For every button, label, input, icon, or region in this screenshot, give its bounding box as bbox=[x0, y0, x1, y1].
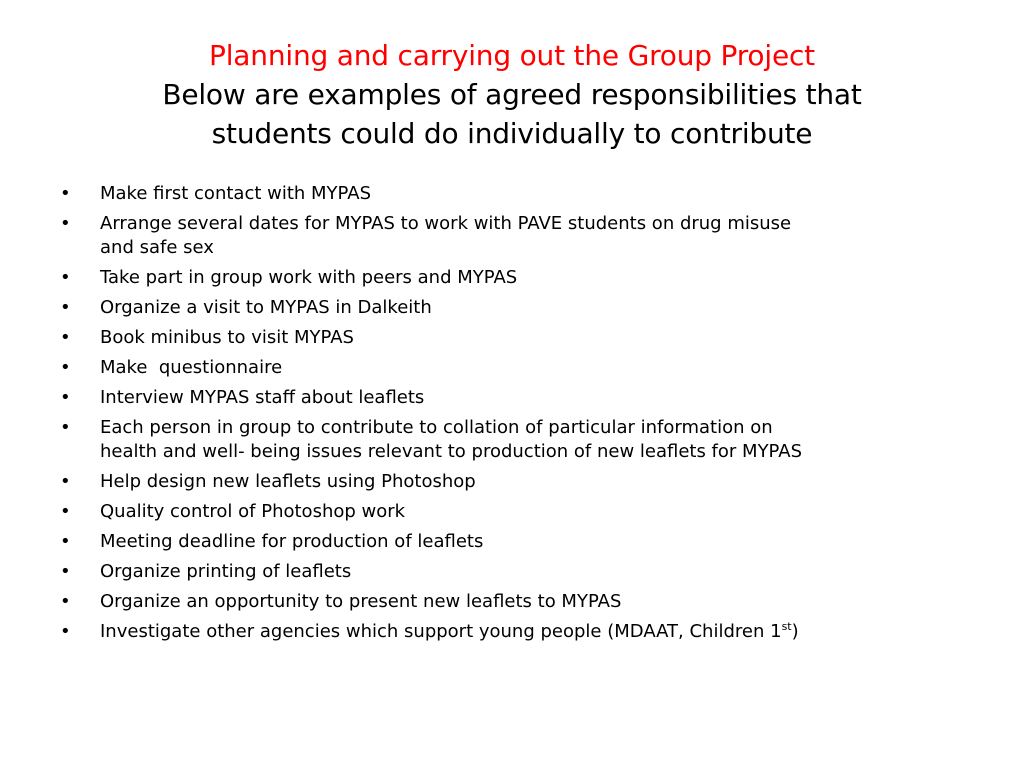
bullet-icon: • bbox=[60, 183, 71, 204]
list-item-text: Interview MYPAS staff about leaflets bbox=[100, 387, 425, 408]
title-heading: Planning and carrying out the Group Project bbox=[209, 39, 815, 72]
bullet-icon: • bbox=[60, 387, 71, 408]
title-subheading-line-1: Below are examples of agreed responsibilities that bbox=[162, 78, 862, 111]
list-item bbox=[58, 590, 958, 614]
slide-title bbox=[40, 36, 984, 153]
list-item-text: Organize a visit to MYPAS in Dalkeith bbox=[100, 297, 432, 318]
title-subheading-line-2: students could do individually to contribute bbox=[211, 117, 813, 150]
bullet-icon: • bbox=[60, 213, 71, 234]
list-item-text: Make questionnaire bbox=[100, 357, 283, 378]
list-item-text: Meeting deadline for production of leaflets bbox=[100, 531, 484, 552]
list-item-text: Take part in group work with peers and MYPAS bbox=[100, 267, 518, 288]
list-item-text: Help design new leaflets using Photoshop bbox=[100, 471, 476, 492]
list-item-text-line-2: and safe sex bbox=[100, 237, 214, 258]
bullet-icon: • bbox=[60, 561, 71, 582]
bullet-icon: • bbox=[60, 357, 71, 378]
list-item-text: Investigate other agencies which support young people (MDAAT, Children 1 bbox=[100, 621, 782, 642]
bullet-icon: • bbox=[60, 531, 71, 552]
list-item-text: Book minibus to visit MYPAS bbox=[100, 327, 354, 348]
list-item-text: Quality control of Photoshop work bbox=[100, 501, 406, 522]
list-item bbox=[58, 530, 958, 554]
bullet-icon: • bbox=[60, 471, 71, 492]
list-item bbox=[58, 356, 958, 380]
list-item bbox=[58, 416, 958, 464]
list-item-text: Organize an opportunity to present new leaflets to MYPAS bbox=[100, 591, 622, 612]
list-item bbox=[58, 470, 958, 494]
bullet-icon: • bbox=[60, 297, 71, 318]
bullet-icon: • bbox=[60, 621, 71, 642]
bullet-icon: • bbox=[60, 417, 71, 438]
list-item-text-line-1: Arrange several dates for MYPAS to work with PAVE students on drug misuse bbox=[100, 213, 792, 234]
bullet-icon: • bbox=[60, 501, 71, 522]
bullet-icon: • bbox=[60, 267, 71, 288]
list-item bbox=[58, 296, 958, 320]
list-item bbox=[58, 326, 958, 350]
list-item-text-line-2: health and well- being issues relevant to production of new leaflets for MYPAS bbox=[100, 441, 802, 462]
list-item-suffix: ) bbox=[791, 621, 799, 642]
list-item bbox=[58, 182, 958, 206]
list-item bbox=[58, 212, 958, 260]
list-item-text-line-1: Each person in group to contribute to collation of particular information on bbox=[100, 417, 773, 438]
list-item bbox=[58, 500, 958, 524]
bullet-icon: • bbox=[60, 327, 71, 348]
list-item bbox=[58, 266, 958, 290]
list-item-superscript: st bbox=[781, 620, 792, 633]
list-item bbox=[58, 620, 958, 644]
list-item-text: Organize printing of leaflets bbox=[100, 561, 352, 582]
list-item bbox=[58, 560, 958, 584]
bullet-icon: • bbox=[60, 591, 71, 612]
list-item bbox=[58, 386, 958, 410]
list-item-text: Make first contact with MYPAS bbox=[100, 183, 371, 204]
responsibilities-list bbox=[58, 182, 958, 650]
